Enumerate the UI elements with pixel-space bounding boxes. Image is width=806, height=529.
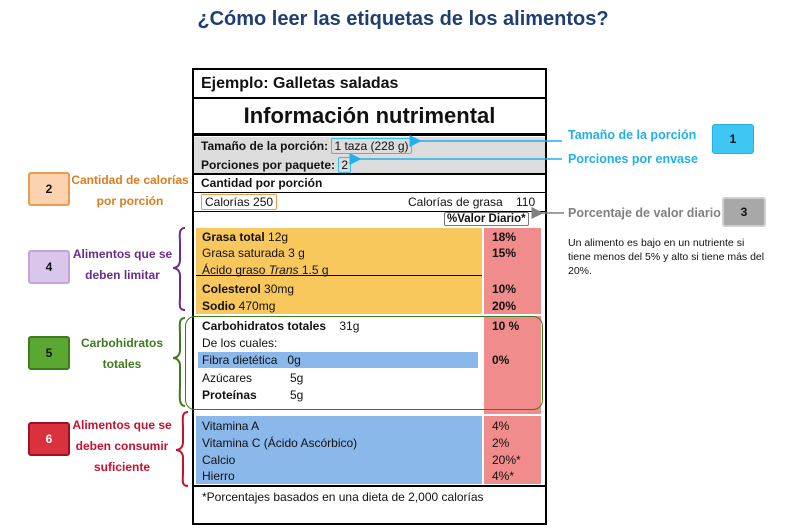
calories-fat-label: Calorías de grasa (408, 195, 503, 209)
servings-value: 2 (338, 157, 351, 173)
vitamin-dv: 4% (492, 419, 510, 433)
vitamin-row: Hierro (202, 469, 235, 483)
protein-amount: 5g (290, 388, 304, 402)
carbs-brace (173, 318, 185, 406)
carbs-of-which: De los cuales: (202, 336, 278, 350)
calories-annotation: Cantidad de calorías por porción (71, 173, 189, 208)
fiber-row: Fibra dietética 0g (202, 353, 301, 367)
badge-5: 5 (28, 336, 70, 370)
nutrient-dv: 15% (492, 246, 517, 260)
vitamin-row: Vitamina A (202, 419, 260, 433)
page-title: ¿Cómo leer las etiquetas de los alimentos? (197, 8, 609, 30)
footnote: *Porcentajes basados en una dieta de 2,000 calorías (202, 490, 484, 504)
nutrient-row: Grasa saturada 3 g (202, 246, 305, 260)
nutrient-dv: 18% (492, 230, 517, 244)
vitamin-dv: 20%* (492, 453, 521, 467)
vitamin-row: Calcio (202, 453, 236, 467)
nutrient-row: Ácido graso Trans 1.5 g (202, 263, 329, 277)
daily-value-header: %Valor Diario* (444, 212, 529, 226)
servings-label: Porciones por paquete: (201, 158, 336, 172)
carbs-row: Carbohidratos totales 31g (202, 319, 360, 333)
amount-per-serving: Cantidad por porción (201, 176, 323, 190)
badge-3: 3 (722, 197, 766, 227)
nutrient-row: Sodio 470mg (202, 299, 276, 313)
badge-4: 4 (28, 250, 70, 284)
badge-2: 2 (28, 172, 70, 206)
label-heading: Información nutrimental (243, 103, 496, 128)
daily-value-note: Un alimento es bajo en un nutriente si tiene menos del 5% y alto si tiene más del 20%. (568, 237, 765, 277)
carbs-annotation: Carbohidratos totales (80, 336, 163, 371)
label-example: Ejemplo: Galletas saladas (201, 75, 399, 92)
badge-1: 1 (712, 124, 754, 154)
calories-fat-value: 110 (516, 195, 536, 209)
fiber-dv: 0% (492, 353, 510, 367)
nutrient-row: Colesterol 30mg (202, 282, 295, 296)
servings-annotation: Porciones por envase (568, 152, 698, 166)
enough-annotation: Alimentos que se deben consumir suficiente (72, 418, 172, 474)
vitamin-dv: 4%* (492, 469, 515, 483)
serving-size-label: Tamaño de la porción: (201, 139, 329, 153)
protein-row: Proteínas (202, 388, 257, 402)
carbs-dv: 10 % (492, 319, 520, 333)
daily-value-annotation: Porcentaje de valor diario (568, 206, 721, 220)
badge-6: 6 (28, 422, 70, 456)
sugars-amount: 5g (290, 371, 304, 385)
nutrient-dv: 20% (492, 299, 517, 313)
serving-size-value: 1 taza (228 g) (331, 138, 411, 154)
vitamin-row: Vitamina C (Ácido Ascórbico) (202, 436, 358, 450)
sugars-row: Azúcares (202, 371, 253, 385)
nutrient-dv: 10% (492, 282, 517, 296)
nutrient-row: Grasa total 12g (202, 230, 289, 244)
serving-size-annotation: Tamaño de la porción (568, 128, 697, 142)
calories-value: Calorías 250 (201, 194, 277, 210)
limit-annotation: Alimentos que se deben limitar (72, 247, 173, 282)
vitamin-dv: 2% (492, 436, 510, 450)
